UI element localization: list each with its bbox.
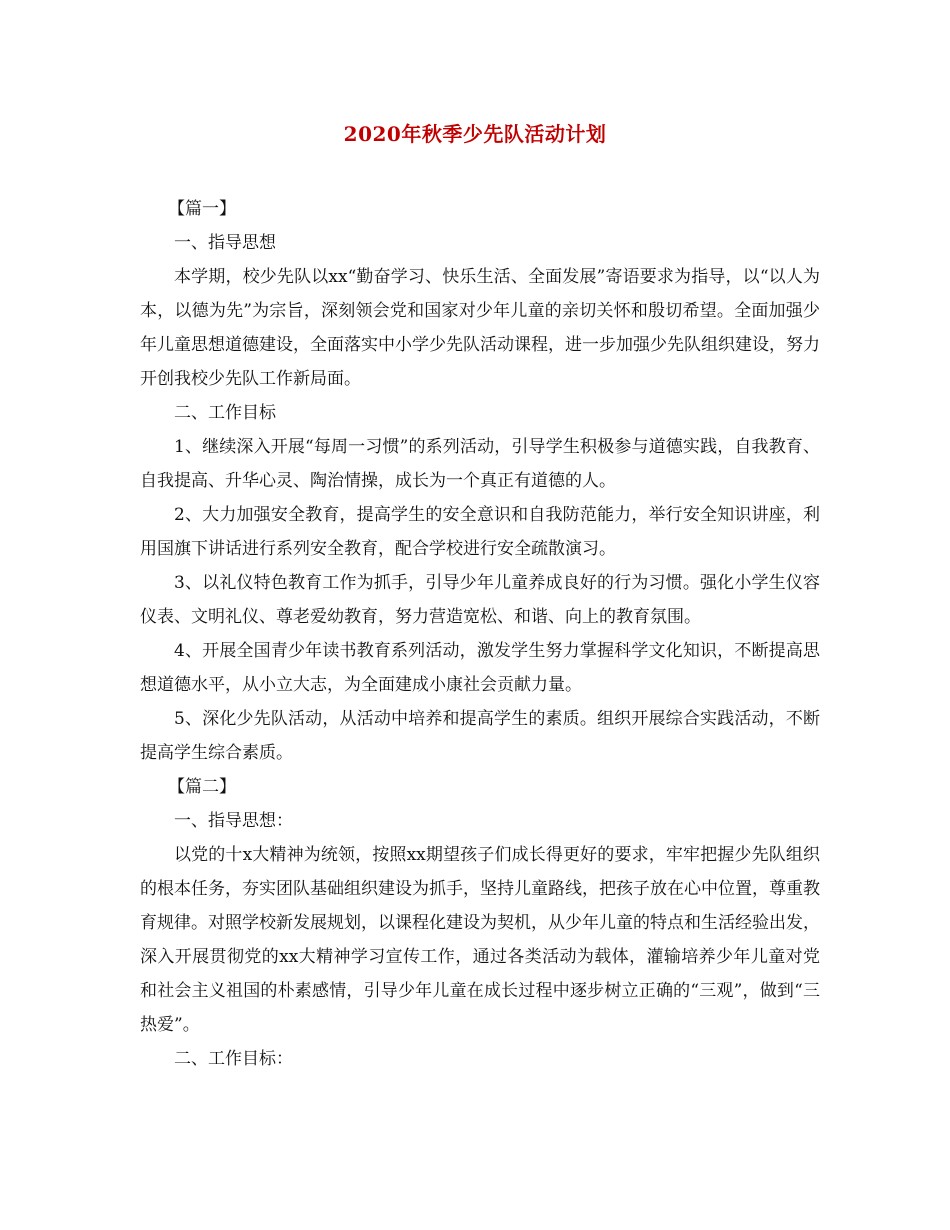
paragraph-goal-1: 1、继续深入开展“每周一习惯”的系列活动，引导学生积极参与道德实践，自我教育、自我提高、升华心灵、陶治情操，成长为一个真正有道德的人。 <box>140 437 820 491</box>
document-title: 2020年秋季少先队活动计划 <box>343 122 607 146</box>
paragraph-ideology-text-2: 以党的十x大精神为统领，按照xx期望孩子们成长得更好的要求，牢牢把握少先队组织的根本任务，夯实团队基础组织建设为抓手，坚持儿童路线，把孩子放在心中位置，尊重教育规律。对照学校新发展规划，以课程化建设为契机，从少年儿童的特点和生活经验出发，深入开展贯彻党的xx大精神学习宣传工作，通过各类活动为载体，灌输培养少年儿童对党和社会主义祖国的朴素感情，引导少年儿童在成长过程中逐步树立正确的“三观”，做到“三热爱”。 <box>140 845 820 1035</box>
document-body <box>140 192 820 1076</box>
paragraph-ideology-text: 本学期，校少先队以xx“勤奋学习、快乐生活、全面发展”寄语要求为指导，以“以人为本，以德为先”为宗旨，深刻领会党和国家对少年儿童的亲切关怀和殷切希望。全面加强少年儿童思想道德建设，全面落实中小学少先队活动课程，进一步加强少先队组织建设，努力开创我校少先队工作新局面。 <box>140 267 820 389</box>
section-heading-part-one: 【篇一】 <box>168 199 236 219</box>
paragraph-goal-2: 2、大力加强安全教育，提高学生的安全意识和自我防范能力，举行安全知识讲座，利用国旗下讲话进行系列安全教育，配合学校进行安全疏散演习。 <box>140 505 820 559</box>
heading-work-goals-2: 二、工作目标： <box>174 1049 293 1069</box>
heading-guiding-ideology-2: 一、指导思想： <box>174 811 293 831</box>
paragraph-goal-3: 3、以礼仪特色教育工作为抓手，引导少年儿童养成良好的行为习惯。强化小学生仪容仪表、文明礼仪、尊老爱幼教育，努力营造宽松、和谐、向上的教育氛围。 <box>140 573 820 627</box>
paragraph-goal-5: 5、深化少先队活动，从活动中培养和提高学生的素质。组织开展综合实践活动，不断提高学生综合素质。 <box>140 709 820 763</box>
section-heading-part-two: 【篇二】 <box>168 777 236 797</box>
paragraph-goal-4: 4、开展全国青少年读书教育系列活动，激发学生努力掌握科学文化知识，不断提高思想道德水平，从小立大志，为全面建成小康社会贡献力量。 <box>140 641 820 695</box>
heading-guiding-ideology: 一、指导思想 <box>174 233 276 253</box>
heading-work-goals: 二、工作目标 <box>174 403 276 423</box>
